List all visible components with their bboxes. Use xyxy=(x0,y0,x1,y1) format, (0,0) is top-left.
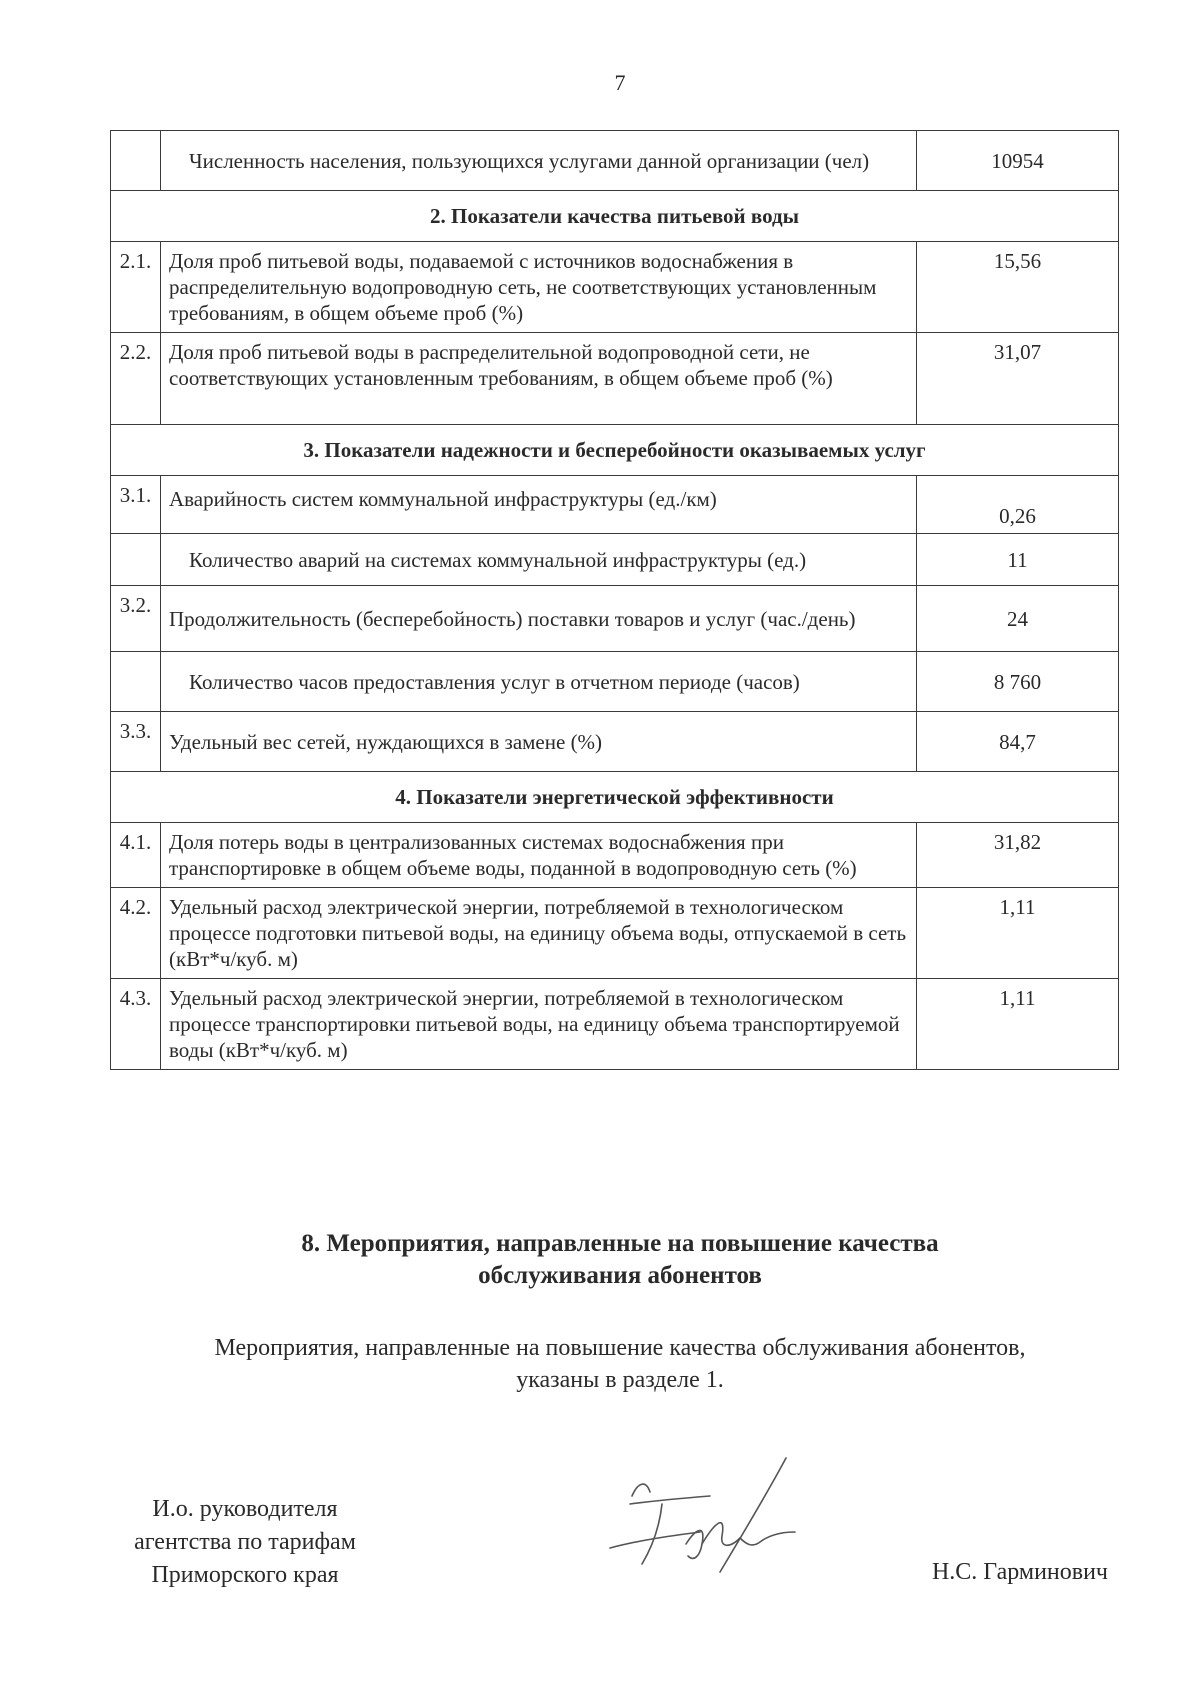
indicator-value: 24 xyxy=(917,586,1119,652)
page-number: 7 xyxy=(614,70,626,95)
row-number xyxy=(111,131,161,191)
row-number: 3.1. xyxy=(111,476,161,534)
indicator-name: Количество аварий на системах коммунальной инфраструктуры (ед.) xyxy=(161,534,917,586)
table-row xyxy=(111,823,1119,888)
indicator-value: 1,11 xyxy=(917,979,1119,1070)
row-number: 2.1. xyxy=(111,242,161,333)
table-row xyxy=(111,979,1119,1070)
handwritten-signature xyxy=(590,1452,810,1592)
indicator-name: Численность населения, пользующихся услугами данной организации (чел) xyxy=(161,131,917,191)
row-number: 4.3. xyxy=(111,979,161,1070)
table-row xyxy=(111,476,1119,534)
section-title: 2. Показатели качества питьевой воды xyxy=(111,191,1119,242)
row-number xyxy=(111,534,161,586)
indicator-value: 31,07 xyxy=(917,333,1119,425)
indicator-value: 1,11 xyxy=(917,888,1119,979)
signatory-position-line: агентства по тарифам xyxy=(134,1529,356,1555)
table-row xyxy=(111,131,1119,191)
indicator-name: Продолжительность (бесперебойность) поставки товаров и услуг (час./день) xyxy=(161,586,917,652)
section-title: 4. Показатели энергетической эффективности xyxy=(111,772,1119,823)
row-number xyxy=(111,652,161,712)
indicator-name: Количество часов предоставления услуг в отчетном периоде (часов) xyxy=(161,652,917,712)
indicator-name: Доля проб питьевой воды в распределительной водопроводной сети, не соответствующих установленным требованиям, в общем объеме проб (%) xyxy=(161,333,917,425)
indicator-value: 15,56 xyxy=(917,242,1119,333)
section-8-body xyxy=(110,1332,1130,1396)
indicator-value: 8 760 xyxy=(917,652,1119,712)
indicators-table xyxy=(110,130,1119,1070)
section-8-body-line: указаны в разделе 1. xyxy=(516,1367,724,1393)
table-row xyxy=(111,712,1119,772)
section-8-heading-line: 8. Мероприятия, направленные на повышение качества xyxy=(301,1230,939,1257)
table-row xyxy=(111,586,1119,652)
row-number: 4.2. xyxy=(111,888,161,979)
indicators-table-body xyxy=(111,131,1119,1070)
indicator-name: Доля потерь воды в централизованных системах водоснабжения при транспортировке в общем объеме воды, поданной в водопроводную сеть (%) xyxy=(161,823,917,888)
table-row xyxy=(111,534,1119,586)
indicator-value: 11 xyxy=(917,534,1119,586)
section-title: 3. Показатели надежности и бесперебойности оказываемых услуг xyxy=(111,425,1119,476)
row-number: 4.1. xyxy=(111,823,161,888)
signatory-name: Н.С. Гарминович xyxy=(931,1559,1108,1585)
section-8-heading-line: обслуживания абонентов xyxy=(478,1262,762,1289)
table-row xyxy=(111,333,1119,425)
table-row xyxy=(111,242,1119,333)
indicator-name: Удельный расход электрической энергии, потребляемой в технологическом процессе подготовки питьевой воды, на единицу объема воды, отпускаемой в сеть (кВт*ч/куб. м) xyxy=(161,888,917,979)
section-header-row xyxy=(111,425,1119,476)
indicator-name: Аварийность систем коммунальной инфраструктуры (ед./км) xyxy=(161,476,917,534)
row-number: 2.2. xyxy=(111,333,161,425)
indicator-value: 31,82 xyxy=(917,823,1119,888)
signatory-position-line: И.о. руководителя xyxy=(152,1496,338,1522)
signatory-position xyxy=(100,1493,390,1592)
indicator-name: Удельный вес сетей, нуждающихся в замене (%) xyxy=(161,712,917,772)
indicator-name: Удельный расход электрической энергии, потребляемой в технологическом процессе транспортировки питьевой воды, на единицу объема транспортируемой воды (кВт*ч/куб. м) xyxy=(161,979,917,1070)
section-8-heading xyxy=(200,1228,1040,1292)
indicator-value: 0,26 xyxy=(917,476,1119,534)
table-row xyxy=(111,888,1119,979)
section-8-body-line: Мероприятия, направленные на повышение качества обслуживания абонентов, xyxy=(214,1335,1026,1361)
indicator-value: 10954 xyxy=(917,131,1119,191)
table-row xyxy=(111,652,1119,712)
indicator-value: 84,7 xyxy=(917,712,1119,772)
row-number: 3.3. xyxy=(111,712,161,772)
row-number: 3.2. xyxy=(111,586,161,652)
signatory-position-line: Приморского края xyxy=(151,1562,339,1588)
section-header-row xyxy=(111,772,1119,823)
indicator-name: Доля проб питьевой воды, подаваемой с источников водоснабжения в распределительную водопроводную сеть, не соответствующих установленным требованиям, в общем объеме проб (%) xyxy=(161,242,917,333)
section-header-row xyxy=(111,191,1119,242)
